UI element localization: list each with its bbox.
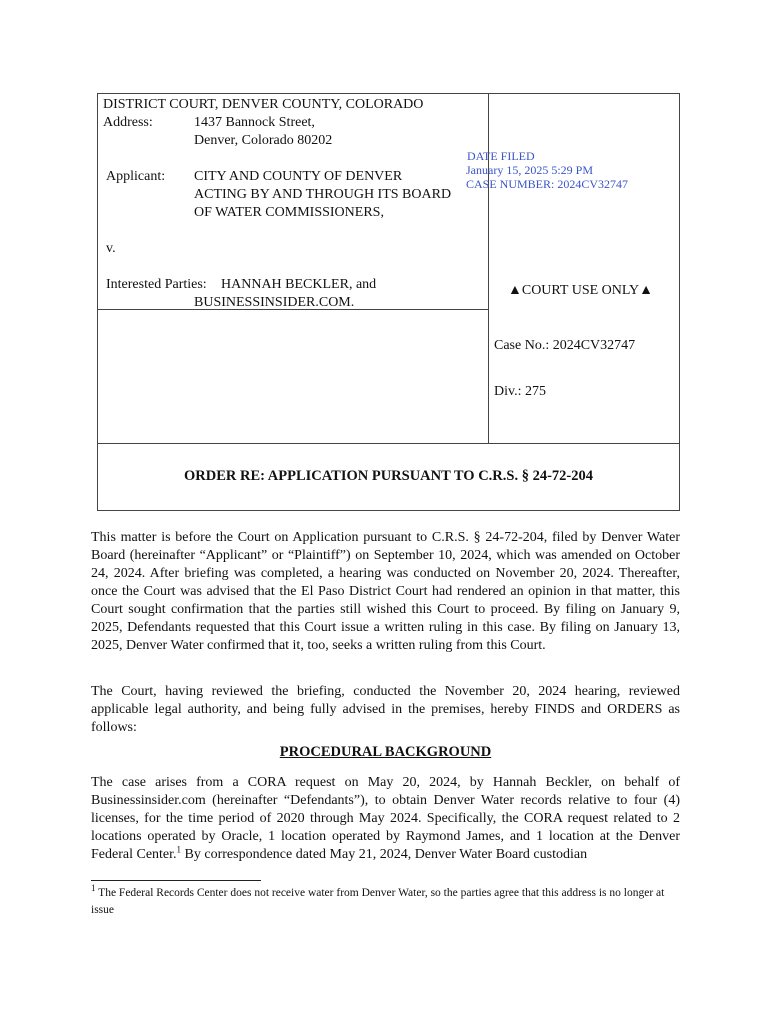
case-number: Case No.: 2024CV32747 <box>494 338 636 353</box>
interested-parties-line-1: HANNAH BECKLER, and <box>221 277 377 292</box>
address-label: Address: <box>103 115 153 130</box>
caption-vertical-divider <box>488 94 489 443</box>
court-name: DISTRICT COURT, DENVER COUNTY, COLORADO <box>103 97 424 112</box>
paragraph-3 <box>91 774 680 864</box>
court-use-only: ▲COURT USE ONLY▲ <box>508 283 653 298</box>
applicant-line-2: ACTING BY AND THROUGH ITS BOARD <box>194 187 452 202</box>
footnote-divider <box>91 880 261 881</box>
filing-stamp-case-number: CASE NUMBER: 2024CV32747 <box>466 177 629 191</box>
applicant-label: Applicant: <box>106 169 166 184</box>
address-line-2: Denver, Colorado 80202 <box>194 133 333 148</box>
caption-bottom-divider <box>98 443 679 444</box>
applicant-line-3: OF WATER COMMISSIONERS, <box>194 205 384 220</box>
paragraph-3-part-1: The case arises from a CORA request on May 20, 2024, by Hannah Beckler, on behalf of Businessinsider.com (hereinafter “Defendants”), to obtain Denver Water records relative to four (4) licenses, for the time period of 2020 through May 2024. Specifically, the CORA request related to 2 locations operated by Oracle, 1 location operated by Raymond James, and 1 location at the Denver Federal Center. <box>91 775 680 862</box>
footnote-reference[interactable]: 1 <box>176 844 182 855</box>
address-line-1: 1437 Bannock Street, <box>194 115 315 130</box>
paragraph-1: This matter is before the Court on Application pursuant to C.R.S. § 24-72-204, filed by Denver Water Board (hereinafter “Applicant” or “Plaintiff”) on September 10, 2024, which was amended on October 24, 2024. After briefing was completed, a hearing was conducted on November 20, 2024. Thereafter, once the Court was advised that the El Paso District Court had rendered an opinion in that matter, this Court sought confirmation that the parties still wished this Court to proceed. By filing on January 9, 2025, Defendants requested that this Court issue a written ruling in this case. By filing on January 13, 2025, Denver Water confirmed that it, too, seeks a written ruling from this Court. <box>91 530 680 653</box>
section-heading-procedural-background: PROCEDURAL BACKGROUND <box>279 744 492 760</box>
paragraph-3-part-2: By correspondence dated May 21, 2024, Denver Water Board custodian <box>181 847 588 862</box>
interested-parties-line-2: BUSINESSINSIDER.COM. <box>194 295 355 310</box>
footnote <box>91 885 680 919</box>
applicant-line-1: CITY AND COUNTY OF DENVER <box>194 169 403 184</box>
footnote-text: The Federal Records Center does not receive water from Denver Water, so the parties agree that this address is no longer at issue <box>91 887 665 916</box>
filing-stamp-date-filed: DATE FILED <box>467 149 535 163</box>
filing-stamp-timestamp: January 15, 2025 5:29 PM <box>466 163 593 177</box>
versus: v. <box>106 241 116 256</box>
footnote-marker: 1 <box>91 883 96 894</box>
caption-box <box>97 93 680 511</box>
division: Div.: 275 <box>494 384 546 399</box>
interested-parties-label: Interested Parties: <box>106 277 207 292</box>
order-title: ORDER RE: APPLICATION PURSUANT TO C.R.S. § 24-72-204 <box>184 468 593 484</box>
paragraph-2: The Court, having reviewed the briefing, conducted the November 20, 2024 hearing, reviewed applicable legal authority, and being fully advised in the premises, hereby FINDS and ORDERS as follows: <box>91 684 680 735</box>
